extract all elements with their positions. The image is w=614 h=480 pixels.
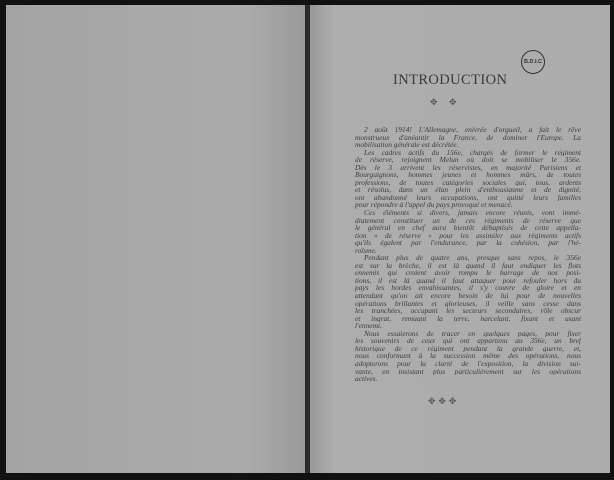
text-line: Pendant plus de quatre ans, presque sans repos, le 356e bbox=[364, 254, 581, 262]
text-line: les tranchées, occupant les secteurs secondaires, rôle obscur bbox=[355, 307, 581, 315]
text-line: roïsme. bbox=[355, 246, 377, 255]
text-line: actives. bbox=[355, 375, 378, 383]
text-line: vante, en insistant plus particulièrement sur les opérations bbox=[355, 367, 581, 376]
introduction-text bbox=[355, 126, 581, 383]
text-line: ennemis qui croient avoir rompu le barrage de nos posi- bbox=[355, 269, 581, 277]
text-line: opérations brillantes et glorieuses, il veille sans cesse dans bbox=[355, 299, 581, 308]
ornament-top: ✥ ✥ bbox=[430, 98, 457, 108]
text-line: et ingrat, remuant la terre, harcelant, fixant et usant bbox=[355, 314, 581, 323]
text-line: pour répondre à l'appel du pays provoqué et menacé. bbox=[355, 201, 513, 210]
text-line: pays les hordes envahissantes, il s'y couvre de gloire et en bbox=[355, 284, 581, 293]
ornament-bottom: ✥ ✥ ✥ bbox=[428, 397, 457, 407]
text-line: tions, il est là quand il faut attaquer pour refouler hors du bbox=[355, 276, 581, 285]
text-line: l'ennemi. bbox=[355, 322, 382, 330]
text-line: mobilisation générale est décrétée. bbox=[355, 141, 459, 149]
text-line: le général en chef aura bientôt débaptisés de cette appella- bbox=[355, 224, 581, 232]
text-line: Les cadres actifs du 156e, chargés de former le régiment bbox=[364, 148, 581, 157]
text-line: attendant qu'on ait encore besoin de lui pour de nouvelles bbox=[355, 292, 581, 300]
text-line: 2 août 1914! L'Allemagne, enivrée d'orgueil, a fait le rêve bbox=[364, 126, 581, 134]
text-line: Nous essaierons de tracer en quelques pages, pour fixer bbox=[364, 329, 581, 338]
text-line: et résolus, dans un élan plein d'enthousiasme et de dignité, bbox=[355, 186, 581, 194]
text-line: diatement constituer un de ces régiments de réserve que bbox=[355, 216, 581, 225]
text-line: tion « de réserve » pour les assimiler aux régiments actifs bbox=[355, 231, 581, 240]
library-stamp: B.D.I.C bbox=[521, 50, 545, 74]
page-title: INTRODUCTION bbox=[393, 72, 508, 88]
text-line: Dès le 3 arrivent les réservistes, en majorité Parisiens et bbox=[355, 163, 581, 172]
text-line: monstrueux d'anéantir la France, de dominer l'Europe. La bbox=[355, 133, 581, 142]
text-line: ont abandonné leurs occupations, ont quitté leurs familles bbox=[355, 193, 581, 202]
text-line: Bourguignons, hommes jeunes et hommes mûrs, de toutes bbox=[355, 171, 581, 179]
text-line: adopterons pour la clarté de l'exposition, la division sui- bbox=[355, 359, 581, 368]
text-line: est sur la brèche, il est là quand il faut endiguer les flots bbox=[355, 261, 581, 270]
text-line: nous conformant à la succession même des opérations, nous bbox=[355, 352, 581, 360]
text-line: les souvenirs de ceux qui ont appartenu au 356e, un bref bbox=[355, 337, 581, 345]
text-line: professions, de toutes catégories sociales qui, tous, ardents bbox=[355, 178, 581, 187]
left-page-blank bbox=[6, 5, 305, 473]
text-line: historique de ce régiment pendant la grande guerre, et, bbox=[355, 344, 581, 353]
text-line: qu'ils égalent par l'endurance, par la cohésion, par l'hé- bbox=[355, 239, 581, 247]
text-line: de réserve, rejoignent Melun où doit se mobiliser le 356e. bbox=[355, 156, 581, 164]
text-line: Ces éléments si divers, jamais encore réunis, vont immé- bbox=[364, 209, 581, 217]
